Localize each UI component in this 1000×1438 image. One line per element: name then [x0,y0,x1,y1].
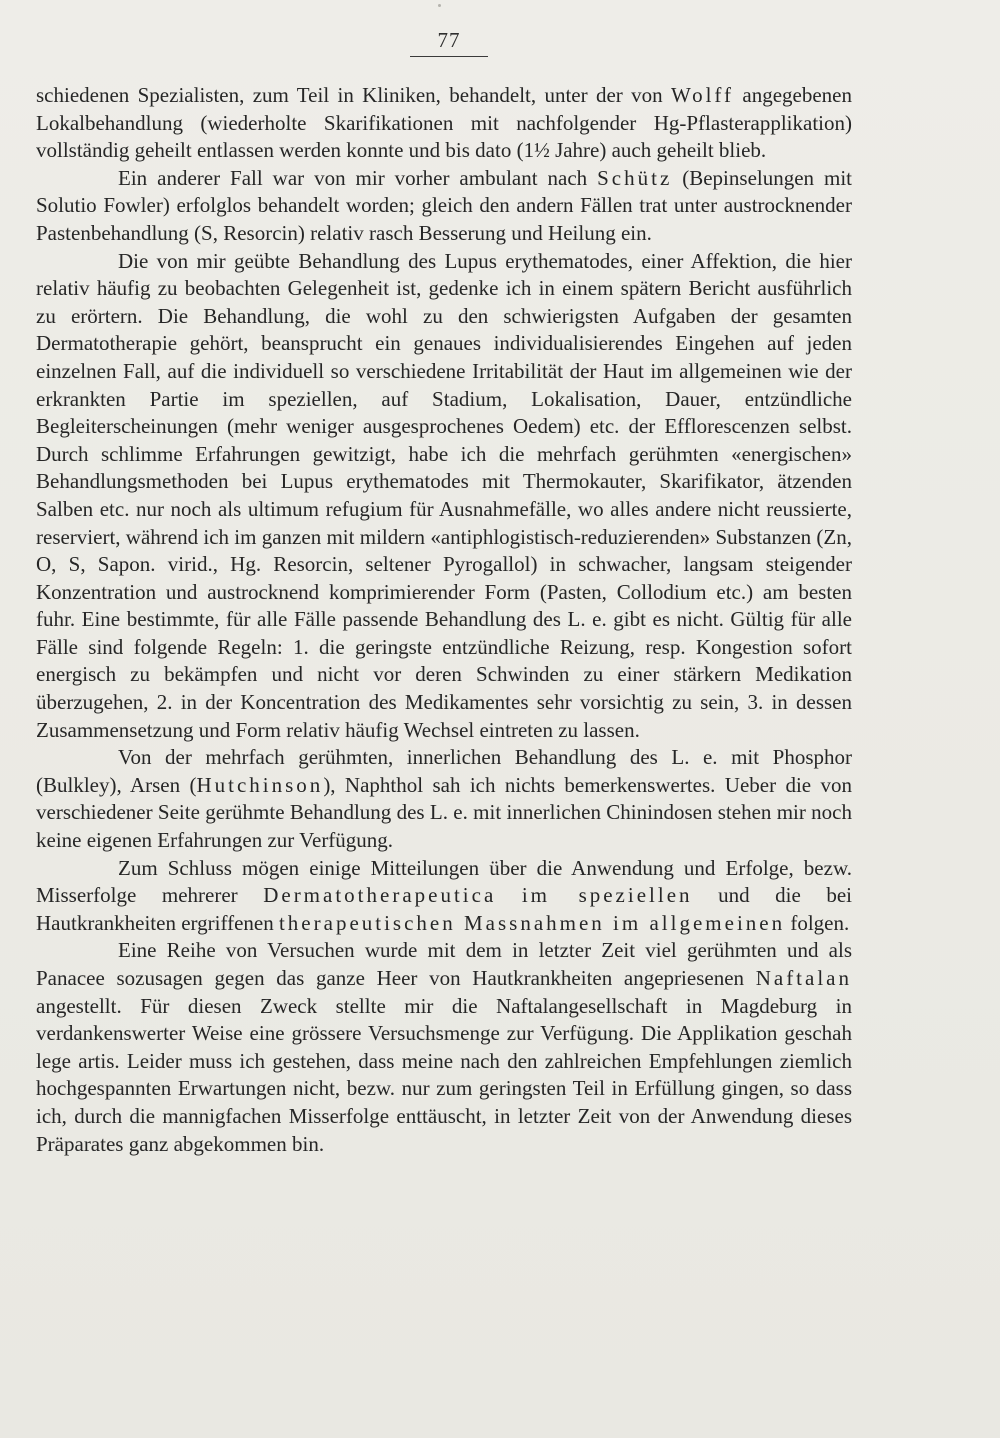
text-span: und die bei Hautkrankheiten ergriffenen [36,883,853,935]
paper-speck [438,4,441,7]
paragraph-1 [36,82,852,165]
name-bulkley: Bulkley [43,772,110,797]
text-span: schiedenen Spezialisten, zum Teil in Kliniken, behandelt, unter der von [36,83,671,107]
text-span: ), Arsen ( [109,772,197,797]
text-span [496,883,522,907]
text-span: Von der mehrfach gerühmten, innerlichen Behandlung des L. e. mit Phosphor ( [36,745,852,797]
body-text [36,82,852,1158]
spaced-term-massnahmen: therapeutischen Massnahmen im allgemeinen [278,910,786,935]
text-span: folgen. [785,910,850,935]
page-header [410,28,488,52]
spaced-term-im-speziellen: im speziellen [521,883,693,908]
text-span: ), Naphthol sah ich nichts bemerkenswertes. Ueber die von verschiedener Seite gerühmte Behandlung des L. e. mit innerlichen Chinindosen stehen mir noch keine eigenen Erfahrungen zur Verfügung. [36,772,852,853]
spaced-name-hutchinson: Hutchinson [196,772,324,797]
paragraph-5 [36,855,852,938]
paragraph-2 [36,165,852,248]
paragraph-4 [36,744,852,854]
spaced-term-dermatotherapeutica: Dermatotherapeutica [263,883,497,908]
text-span: Zum Schluss mögen einige Mitteilungen über die Anwendung und Erfolge, bezw. Misserfolge mehrerer [36,855,852,908]
page-number-rule [410,56,488,57]
text-span: angegebenen Lokalbehandlung (wiederholte Skarifikationen mit nachfolgender Hg-Pflasterapplikation) vollständig geheilt entlassen werden konnte und bis dato (1½ Jahre) auch geheilt blieb. [36,83,852,163]
text-span: Ein anderer Fall war von mir vorher ambulant nach [118,165,598,190]
spaced-name-wolff: Wolff [670,83,735,107]
spaced-name-schuetz: Schütz [597,165,673,190]
text-span: Eine Reihe von Versuchen wurde mit dem in letzter Zeit viel gerühmten und als Panacee sozusagen gegen das ganze Heer von Hautkrankheiten angepriesenen [36,938,852,990]
paragraph-6 [36,937,852,1158]
text-span: (Bepinselungen mit Solutio Fowler) erfolglos behandelt worden; gleich den andern Fällen trat unter austrocknender Pastenbehandlung (S, Resorcin) relativ rasch Besserung und Heilung ein. [36,165,853,245]
paragraph-3 [36,248,852,745]
spaced-term-naftalan: Naftalan [755,966,852,990]
text-span: Die von mir geübte Behandlung des Lupus erythematodes, einer Affektion, die hier relativ häufig zu beobachten Gelegenheit ist, gedenke ich in einem spätern Bericht ausführlich zu erörtern. Die Behandlung, die wohl zu den schwierigsten Aufgaben der gesamten Dermatotherapie gehört, beansprucht ein genaues individualisierendes Eingehen auf jeden einzelnen Fall, auf die individuell so verschiedene Irritabilität der Haut im allgemeinen wie der erkrankten Partie im speziellen, auf Stadium, Lokalisation, Dauer, entzündliche Begleiterscheinungen (mehr weniger ausgesprochenes Oedem) etc. der Efflorescenzen selbst. Durch schlimme Erfahrungen gewitzigt, habe ich die mehrfach gerühmten «energischen» Behandlungsmethoden bei Lupus erythematodes mit Thermokauter, Skarifikator, ätzenden Salben etc. nur noch als ultimum refugium für Ausnahmefälle, wo alles andere nicht reussierte, reserviert, während ich im ganzen mit mildern «antiphlogistisch-reduzierenden» Substanzen (Zn, O, S, Sapon. virid., Hg. Resorcin, seltener Pyrogallol) in schwacher, langsam steigender Konzentration und austrocknend komprimierender Form (Pasten, Collodium etc.) am besten fuhr. Eine bestimmte, für alle Fälle passende Behandlung des L. e. gibt es nicht. Gültig für alle Fälle sind folgende Regeln: 1. die geringste entzündliche Reizung, resp. Kongestion sofort energisch zu bekämpfen und nicht vor deren Schwinden zu einer stärkern Medikation überzugehen, 2. in der Koncentration des Medikamentes sehr vorsichtig zu sein, 3. in dessen Zusammensetzung und Form relativ häufig Wechsel eintreten zu lassen. [36,248,852,742]
text-span: angestellt. Für diesen Zweck stellte mir die Naftalangesellschaft in Magdeburg in verdankenswerter Weise eine grössere Versuchsmenge zur Verfügung. Die Applikation geschah lege artis. Leider muss ich gestehen, dass meine nach den zahlreichen Empfehlungen ziemlich hochgespannten Erwartungen nicht, bezw. nur zum geringsten Teil in Erfüllung gingen, so dass ich, durch die mannigfachen Misserfolge enttäuscht, in letzter Zeit von der Anwendung dieses Präparates ganz abgekommen bin. [36,993,852,1156]
page-number: 77 [437,28,461,52]
